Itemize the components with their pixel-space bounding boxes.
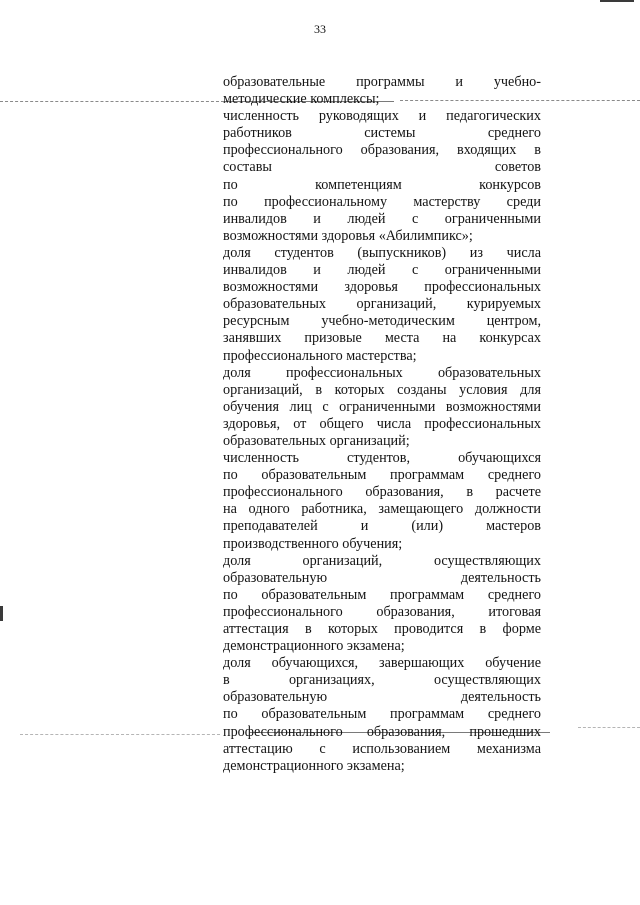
text-line: работников системы среднего	[223, 125, 541, 142]
text-line: производственного обучения;	[223, 535, 403, 552]
text-line: занявших призовые места на конкурсах	[223, 330, 541, 347]
text-line: профессионального образования, входящих в	[223, 142, 541, 159]
scan-line-bottom-right	[578, 727, 640, 728]
text-line: возможностями здоровья «Абилимпикс»;	[223, 227, 473, 244]
text-line: образовательную деятельность	[223, 689, 541, 706]
text-line: здоровья, от общего числа профессиональных	[223, 415, 541, 432]
text-line: обучения лиц с ограниченными возможностями	[223, 398, 541, 415]
text-line: профессионального мастерства;	[223, 347, 417, 364]
scan-edge-mark-left	[0, 606, 3, 621]
text-line: по компетенциям конкурсов	[223, 176, 541, 193]
text-line: численность студентов, обучающихся	[223, 450, 541, 467]
text-line: инвалидов и людей с ограниченными	[223, 210, 541, 227]
text-line: профессионального образования, итоговая	[223, 603, 541, 620]
text-line: образовательные программы и учебно-	[223, 74, 541, 90]
text-line: образовательных организаций, курируемых	[223, 296, 541, 313]
text-line: по образовательным программам среднего	[223, 586, 541, 603]
text-line: профессионального образования, прошедших	[223, 723, 541, 740]
scan-line-bottom-left	[20, 734, 220, 735]
scan-edge-mark-top-right	[600, 0, 634, 2]
text-line: по образовательным программам среднего	[223, 467, 541, 484]
text-line: доля студентов (выпускников) из числа	[223, 244, 541, 261]
text-line: методические комплексы;	[223, 91, 380, 108]
text-line: образовательных организаций;	[223, 432, 410, 449]
text-line: численность руководящих и педагогических	[223, 108, 541, 125]
text-line: доля организаций, осуществляющих	[223, 552, 541, 569]
text-line: доля обучающихся, завершающих обучение	[223, 655, 541, 672]
text-line: профессионального образования, в расчете	[223, 484, 541, 501]
text-line: составы советов	[223, 159, 541, 176]
text-line: по профессиональному мастерству среди	[223, 193, 541, 210]
scan-line-top-left	[0, 101, 224, 102]
text-line: в организациях, осуществляющих	[223, 672, 541, 689]
text-line: демонстрационного экзамена;	[223, 638, 405, 655]
text-line: возможностями здоровья профессиональных	[223, 279, 541, 296]
text-line: преподавателей и (или) мастеров	[223, 518, 541, 535]
text-line: организаций, в которых созданы условия для	[223, 381, 541, 398]
text-line: образовательную деятельность	[223, 569, 541, 586]
text-line: ресурсным учебно-методическим центром,	[223, 313, 541, 330]
text-line: аттестация в которых проводится в форме	[223, 621, 541, 637]
text-line: доля профессиональных образовательных	[223, 364, 541, 381]
text-line: аттестацию с использованием механизма	[223, 740, 541, 757]
text-line: по образовательным программам среднего	[223, 706, 541, 723]
text-line: инвалидов и людей с ограниченными	[223, 262, 541, 279]
document-body	[223, 74, 541, 775]
text-line: демонстрационного экзамена;	[223, 757, 405, 774]
page-number: 33	[314, 22, 326, 36]
text-line: на одного работника, замещающего должности	[223, 501, 541, 518]
